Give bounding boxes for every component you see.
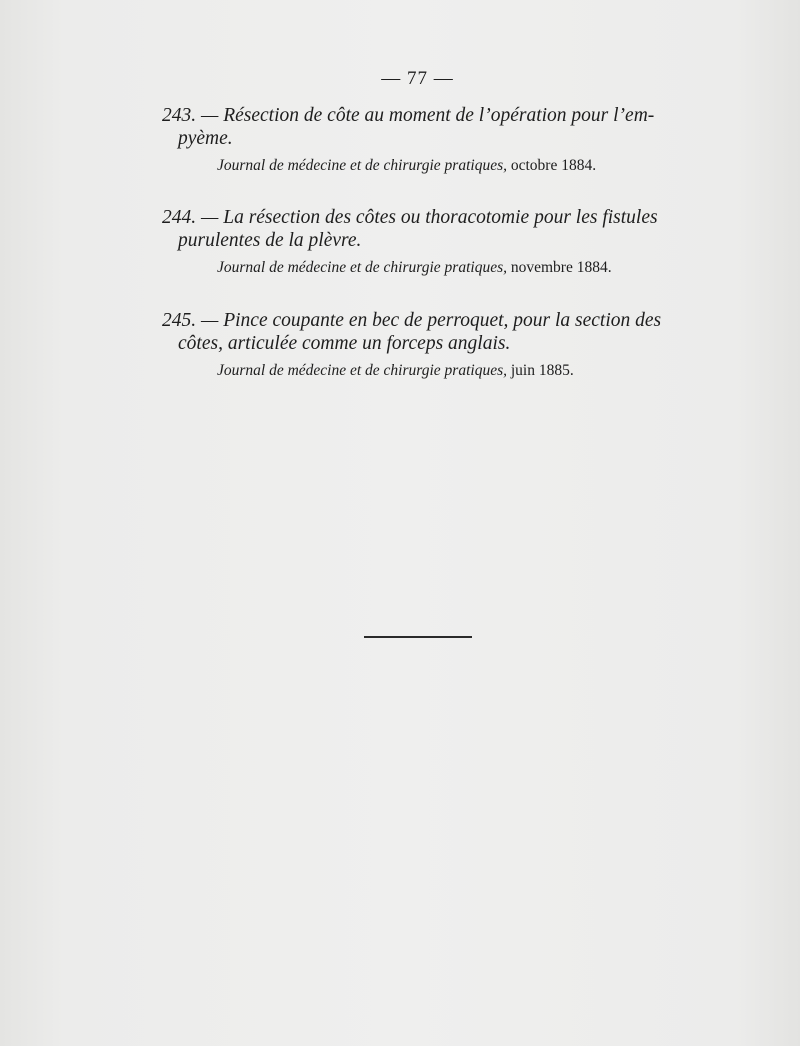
entry-title-line2: purulentes de la plèvre.	[178, 230, 362, 251]
entry-source	[217, 156, 694, 176]
bibliography-entry-244	[162, 206, 694, 278]
entry-title-line1: Pince coupante en bec de perroquet, pour la section des	[223, 310, 662, 331]
entry-number: 243.	[162, 105, 197, 126]
entry-journal: Journal de médecine et de chirurgie pratiques,	[217, 362, 507, 379]
entry-number: 245.	[162, 310, 197, 331]
page-number: — 77 —	[381, 68, 454, 89]
entry-title	[162, 309, 694, 355]
entry-title-line2: côtes, articulée comme un forceps anglais.	[178, 333, 511, 354]
end-rule-divider	[364, 636, 472, 638]
entry-source	[217, 361, 694, 381]
entry-title	[162, 104, 694, 150]
entry-title	[162, 206, 694, 252]
bibliography-entry-245	[162, 309, 694, 381]
bibliography-entry-243	[162, 104, 694, 176]
entry-journal: Journal de médecine et de chirurgie pratiques,	[217, 157, 507, 174]
entry-journal: Journal de médecine et de chirurgie pratiques,	[217, 259, 507, 276]
entry-dash: —	[201, 310, 219, 331]
entry-dash: —	[201, 105, 219, 126]
entry-source	[217, 258, 694, 278]
entry-title-line1: Résection de côte au moment de l’opération pour l’em-	[223, 105, 655, 126]
entry-number: 244.	[162, 207, 197, 228]
entry-title-line1: La résection des côtes ou thoracotomie pour les fistules	[223, 207, 658, 228]
entry-dash: —	[201, 207, 219, 228]
entry-title-line2: pyème.	[178, 128, 233, 149]
entry-date: octobre 1884.	[510, 157, 597, 174]
entry-date: juin 1885.	[510, 362, 574, 379]
entry-date: novembre 1884.	[510, 259, 612, 276]
